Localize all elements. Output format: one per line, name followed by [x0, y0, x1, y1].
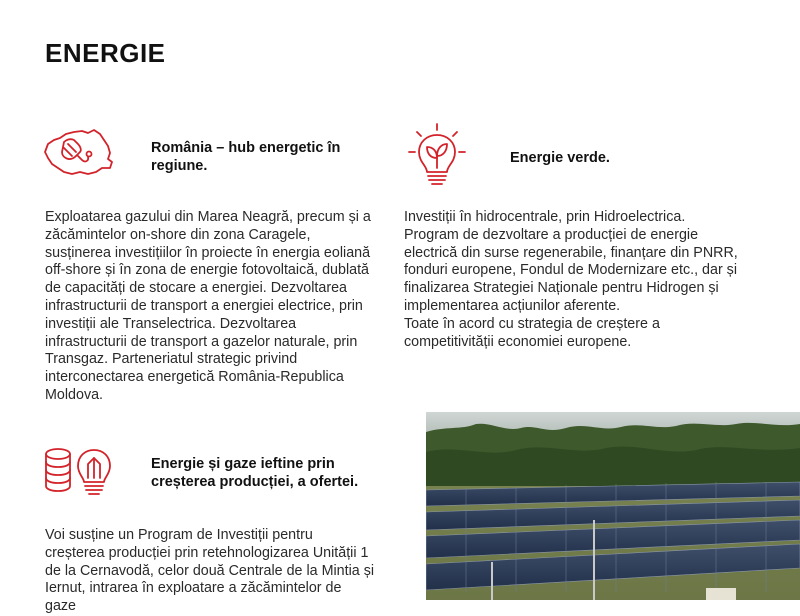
section-body-cheap: Voi susține un Program de Investiții pentru creșterea producției prin retehnologizarea Unității 1 de la Cernavodă, celor două Centrale de la Mintia și Iernut, intrarea în exploatare a zăcămintelor de gaze — [45, 527, 375, 615]
page-title: ENERGIE — [45, 38, 166, 68]
section-heading-cheap: Energie și gaze ieftine prin creșterea producției, a ofertei. — [151, 456, 359, 490]
section-body-hub: Exploatarea gazului din Marea Neagră, precum și a zăcămintelor on-shore din zona Caragele, susținerea investițiilor în proiecte în energia eoliană off-shore și în zona de energie fotovoltaică, dublată de capacități de stocare a energiei. Dezvoltarea infrastructurii de transport a energiei electrice, prin investiții ale Transelectrica. Dezvoltarea infrastructurii de transport a gazelor naturale, prin Transgaz. Parteneriatul strategic privind interconectarea energetică România-Republica Moldova. — [45, 209, 371, 403]
section-body-green-p1: Investiții în hidrocentrale, prin Hidroelectrica. Program de dezvoltare a producției de energie electrică din surse regenerabile, finanțare din PNRR, fonduri europene, Fondul de Modernizare etc., dar și finalizarea Strategiei Naționale pentru Hidrogen și implementarea acțiunilor aferente. — [404, 209, 738, 314]
section-heading-green: Energie verde. — [510, 150, 610, 166]
solar-panel-field-photo — [426, 412, 800, 600]
romania-map-plug-icon — [42, 128, 114, 178]
section-heading-hub: România – hub energetic în regiune. — [151, 140, 341, 174]
section-body-green — [404, 209, 740, 351]
lightbulb-leaf-icon — [406, 122, 468, 190]
coins-lightbulb-icon — [42, 442, 114, 498]
section-body-green-p2: Toate în acord cu strategia de creștere a competitivității economiei europene. — [404, 315, 660, 350]
